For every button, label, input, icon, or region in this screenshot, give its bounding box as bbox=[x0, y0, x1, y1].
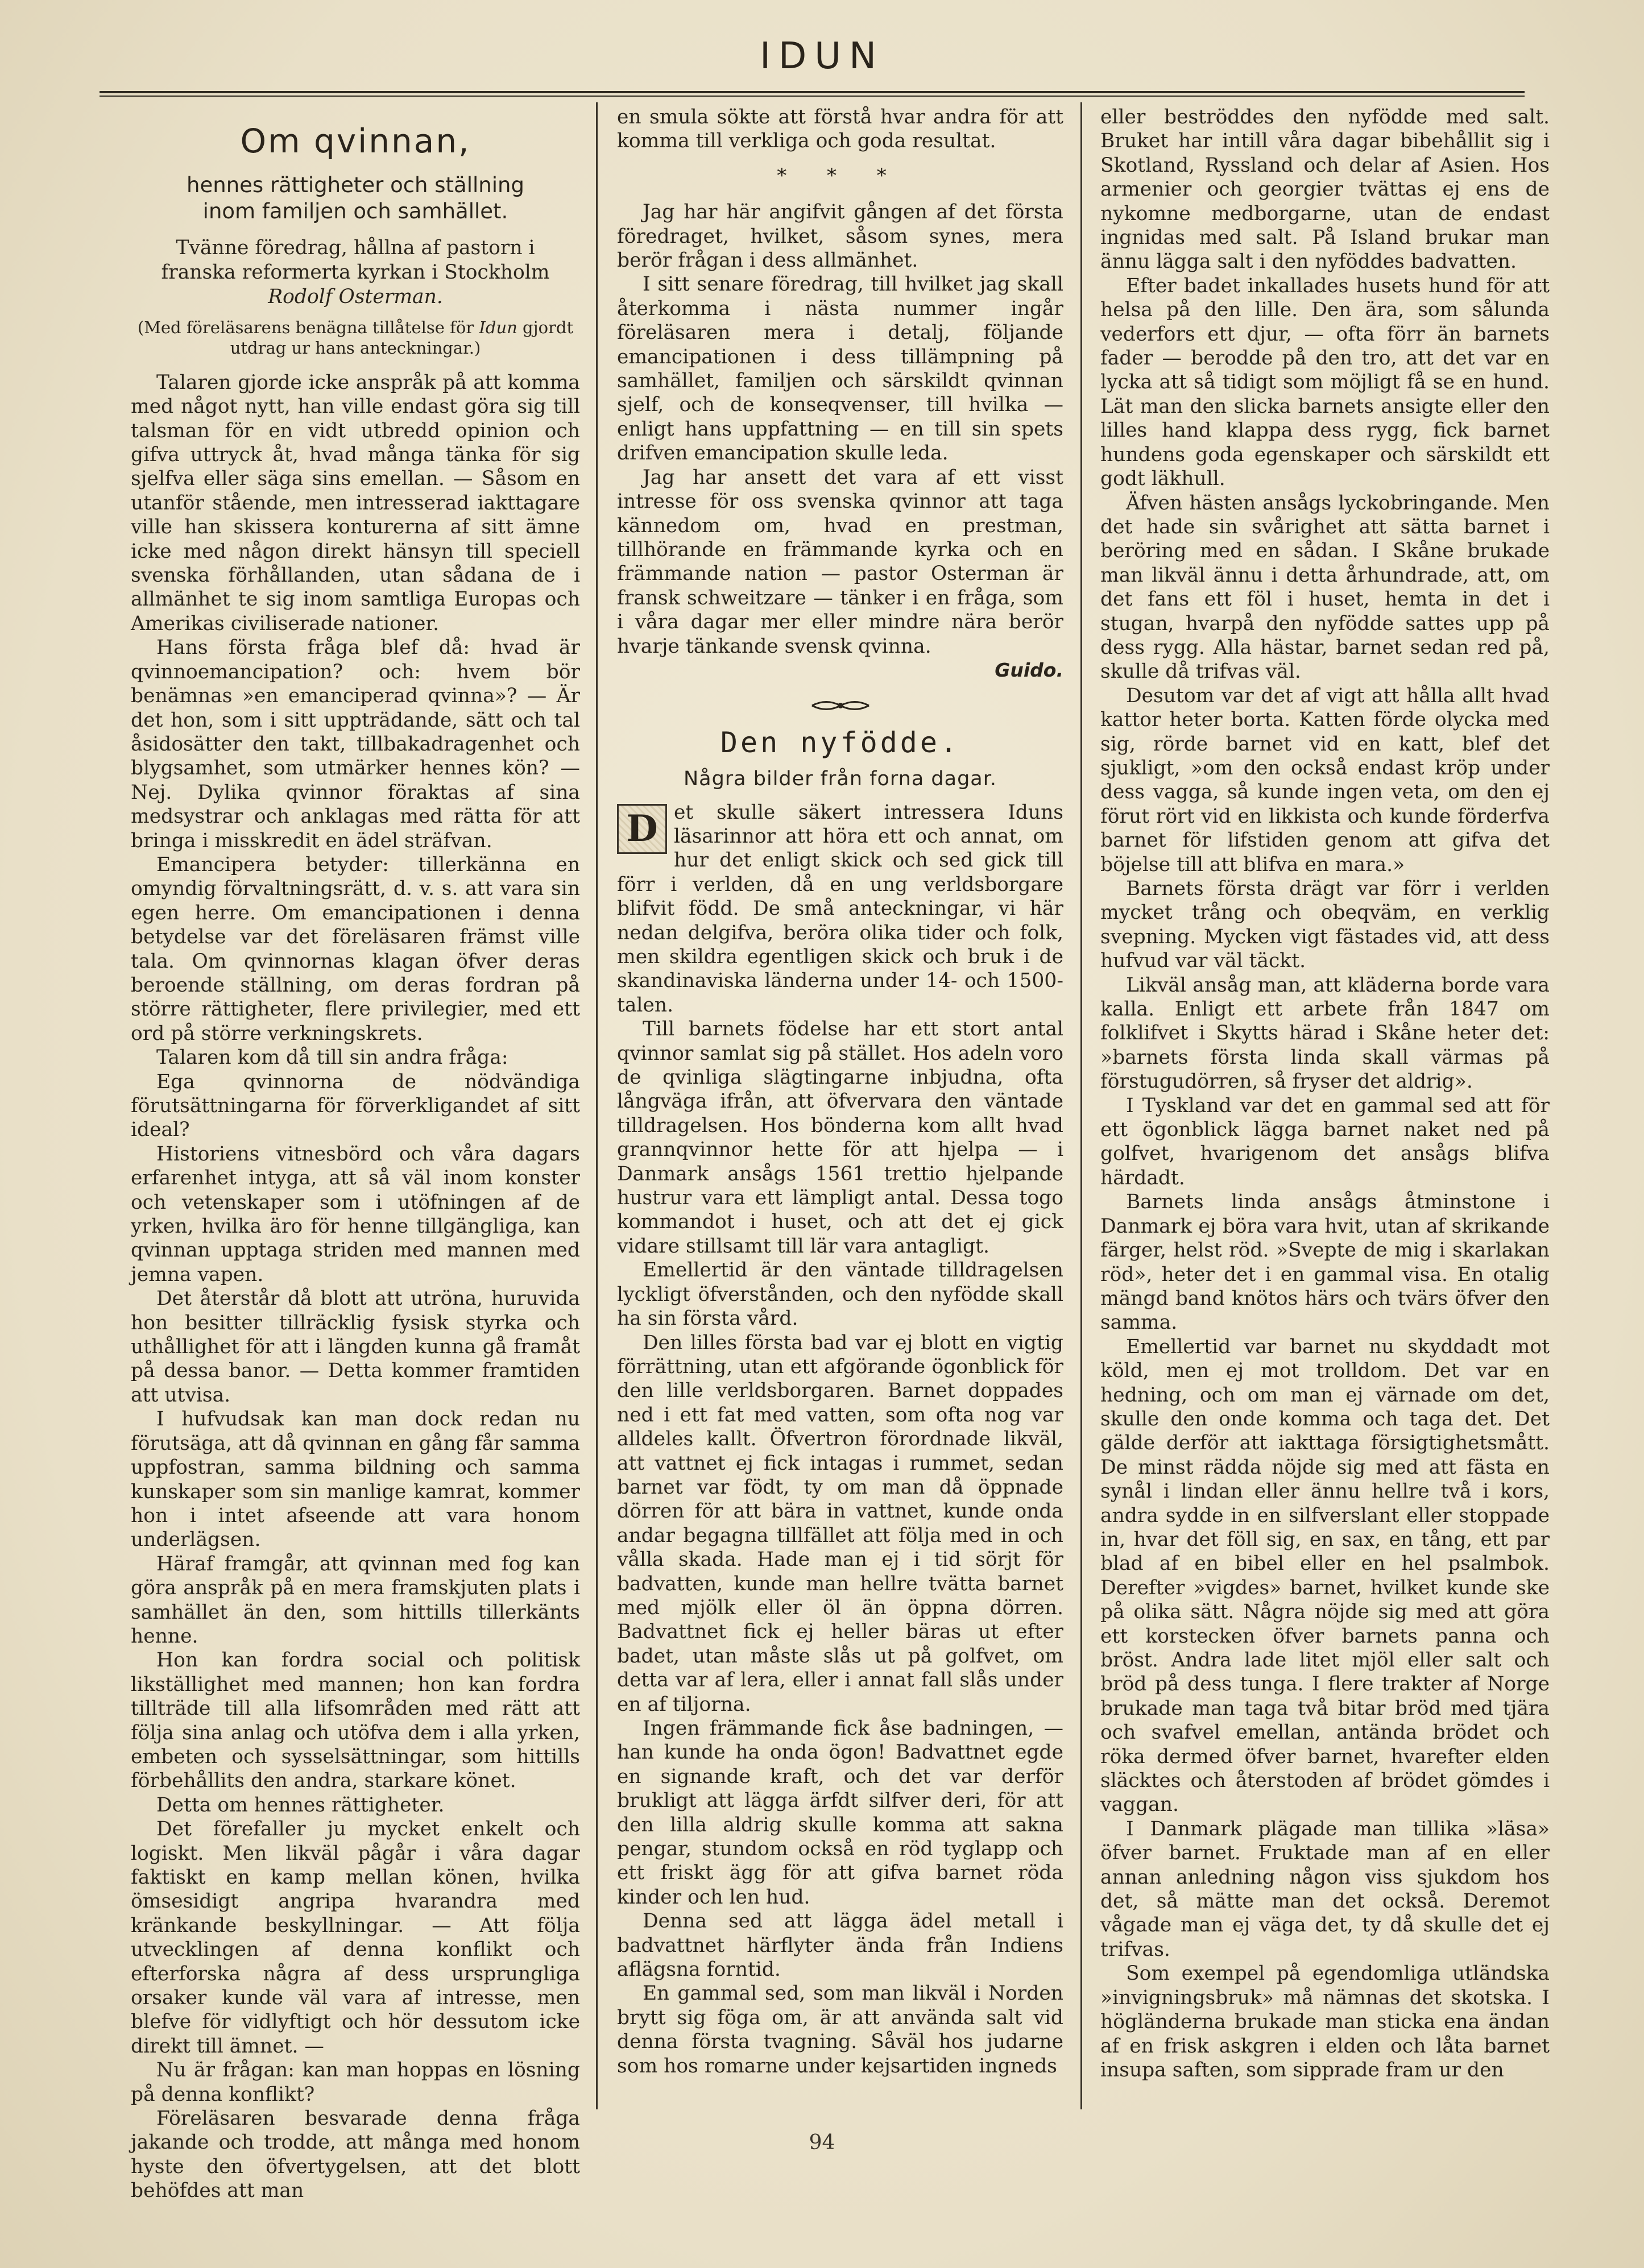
article1-title: Om qvinnan, bbox=[240, 122, 471, 160]
paragraph: I sitt senare föredrag, till hvilket jag skall återkomma i nästa nummer ingår föreläsaren mera i detalj, följande emancipationen i dess tillämpning på samhället, familjen och särskildt qvinnan sjelf, och de konseqvenser, till hvilka — enligt hans uppfattning — en till sin spets drifven emancipation skulle leda. bbox=[617, 273, 1063, 465]
paragraph: Som exempel på egendomliga utländska »invigningsbruk» må nämnas det skotska. I högländerna brukade man sticka ena ändan af en frisk askgren i elden och låta barnet insupa saften, som sipprade fram ur den bbox=[1100, 1962, 1550, 2082]
column-2 bbox=[617, 105, 1063, 2112]
paragraph: Historiens vitnesbörd och våra dagars erfarenhet intyga, att så väl inom konster och vetenskaper som i utöfningen af de yrken, hvilka äro för henne tillgängliga, kan qvinnan upptaga striden med mannen med jemna vapen. bbox=[131, 1142, 580, 1286]
article1-signature: Guido. bbox=[995, 658, 1063, 681]
paragraph: Barnets linda ansågs åtminstone i Danmark ej böra vara hvit, utan af skrikande färger, helst röd. »Svepte de mig i skarlakan röd», heter det i en gammal visa. En otalig mängd band knötos härs och tvärs öfver den samma. bbox=[1100, 1191, 1550, 1334]
paragraph: Efter badet inkallades husets hund för att helsa på den lille. Den ära, som sålunda vederfors ett djur, — ofta förr än barnets fader — berodde på den tro, att det var en lycka att så tidigt som möjligt få se en hund. Lät man den slicka barnets ansigte eller den lilles hand klappa dess rygg, fick barnet hundens goda egenskaper och särskildt ett godt läkhull. bbox=[1100, 274, 1550, 491]
first-paragraph-text: et skulle säkert intressera Iduns läsarinnor att höra ett och annat, om hur det enligt skick och sed gick till förr i verlden, då en ung verldsborgare blifvit född. De små anteckningar, vi här nedan delgifva, beröra olika tider och folk, men skildra egentligen skick och bruk i de skandinaviska länderna under 14- och 1500-talen. bbox=[617, 801, 1063, 1017]
note-pre: (Med föreläsarens benägna tillåtelse för bbox=[137, 317, 474, 337]
paragraph: Likväl ansåg man, att kläderna borde vara kalla. Enligt ett arbete från 1847 om folklifvet i Skytts härad i Skåne heter det: »barnets första linda skall värmas på förstugudörren, så fryser det aldrig». bbox=[1100, 973, 1550, 1093]
paragraph: I hufvudsak kan man dock redan nu förutsäga, att då qvinnan en gång får samma uppfostran, samma bildning och samma kunskaper som sin manlige kamrat, kommer hon i intet afseende att vara honom underlägsen. bbox=[131, 1408, 580, 1552]
paragraph: Häraf framgår, att qvinnan med fog kan göra anspråk på en mera framskjuten plats i samhället än den, som hittills tillerkänts henne. bbox=[131, 1552, 580, 1648]
paragraph: Talaren gjorde icke anspråk på att komma med något nytt, han ville endast göra sig till talsman för en vidt utbredd opinion och gifva uttryck åt, hvad många tänka för sig sjelfva eller säga sins emellan. — Såsom en utanför stående, men intresserad iakttagare ville han skissera konturerna af sitt ämne icke med någon direkt hänsyn till speciell svenska förhållanden, utan sådana de i allmänhet te sig inom samtliga Europas och Amerikas civiliserade nationer. bbox=[131, 371, 580, 635]
paragraph: Det återstår då blott att utröna, huruvida hon besitter tillräcklig fysisk styrka och uthållighet för att i längden kunna gå framåt på dessa banor. — Detta kommer framtiden att utvisa. bbox=[131, 1287, 580, 1407]
article2-title: Den nyfödde. bbox=[720, 725, 960, 759]
header-rule bbox=[100, 91, 1525, 97]
article2-subtitle: Några bilder från forna dagar. bbox=[683, 768, 997, 791]
paragraph: Hans första fråga blef då: hvad är qvinnoemancipation? och: hvem bör benämnas »en emanciperad qvinna»? — Är det hon, som i sitt uppträdande, sätt och tal åsidosätter den takt, tillbakadragenhet och blygsamhet, som utmärker hennes kön? — Nej. Dylika qvinnor föraktas af sina medsystrar och anklagas med rätta för att bringa i misskredit en ädel sträfvan. bbox=[131, 636, 580, 852]
ornament-divider bbox=[617, 696, 1063, 720]
paragraph: I Tyskland var det en gammal sed att för ett ögonblick lägga barnet naket ned på golfvet, hvarigenom det ansågs blifva härdadt. bbox=[1100, 1094, 1550, 1189]
paragraph: Emancipera betyder: tillerkänna en omyndig förvaltningsrätt, d. v. s. att vara sin egen herre. Om emancipationen i denna betydelse var det föreläsaren främst ville tala. Om qvinnornas klagan öfver deras beroende ställning, om deras fordran på större rättigheter, flere privilegier, med ett ord på större verkningskrets. bbox=[131, 853, 580, 1045]
signature-line bbox=[617, 658, 1063, 682]
paragraph: Nu är frågan: kan man hoppas en lösning på denna konflikt? bbox=[131, 2059, 580, 2106]
article1-subtitle: hennes rättigheter och ställning inom familjen och samhället. bbox=[187, 173, 524, 224]
paragraph: I Danmark plägade man tillika »läsa» öfver barnet. Fruktade man af en eller annan anledning någon viss sjukdom hos det, så mätte man det också. Deremot vågade man ej väga det, ty då skulle det ej trifvas. bbox=[1100, 1817, 1550, 1961]
article2-first-paragraph bbox=[617, 801, 1063, 1018]
paragraph: eller beströddes den nyfödde med salt. Bruket har intill våra dagar bibehållit sig i Skotland, Ryssland och delar af Asien. Hos armenier och georgier tvättas ej ens de nykomne medborgarne, utan de endast ingnidas med salt. På Island brukar man ännu lägga salt i den nyföddes badvatten. bbox=[1100, 106, 1550, 273]
paragraph: Äfven hästen ansågs lyckobringande. Men det hade sin svårighet att sätta barnet i beröring med en sådan. I Skåne brukade man likväl ännu i detta århundrade, att, om det fans ett föl i huset, hemta in det i stugan, hvarpå den nyfödde sattes upp på dess rygg. Alla hästar, barnet sedan red på, skulle då trifvas väl. bbox=[1100, 491, 1550, 683]
paragraph: Jag har ansett det vara af ett visst intresse för oss svenska qvinnor att taga kännedom om, hvad en prestman, tillhörande en främmande kyrka och en främmande nation — pastor Osterman är fransk schweitzare — tänker i en fråga, som i våra dagar mer eller mindre nära berör hvarje tänkande svensk qvinna. bbox=[617, 466, 1063, 658]
masthead: IDUN bbox=[760, 35, 884, 77]
column-rule-2 bbox=[1080, 102, 1082, 2109]
article1-editor-note bbox=[135, 317, 575, 358]
section-stars: * * * bbox=[777, 164, 904, 187]
paragraph: Denna sed att lägga ädel metall i badvattnet härflyter ända från Indiens aflägsna forntid. bbox=[617, 1910, 1063, 1981]
column-3 bbox=[1100, 105, 1550, 2112]
paragraph: Emellertid är den väntade tilldragelsen lyckligt öfverstånden, och den nyfödde skall ha sin första vård. bbox=[617, 1259, 1063, 1330]
paragraph: Emellertid var barnet nu skyddadt mot köld, men ej mot trolldom. Det var en hedning, och om man ej värnade om det, skulle den onde komma och taga det. Det gälde derför att iakttaga försigtighetsmått. De minst rädda nöjde sig med att fästa en synål i lindan eller ännu hellre två i kors, andra sydde in en silfverslant eller stoppade in, hvar det föll sig, en sax, en tång, ett par blad af en bibel eller en hel psalmbok. Derefter »vigdes» barnet, hvilket kunde ske på olika sätt. Några nöjde sig med att göra ett korstecken öfver barnets panna och bröst. Andra lade litet mjöl eller salt och bröd på dess tunga. I flere trakter af Norge brukade man taga två bitar bröd med tjära och svafvel emellan, antända brödet och röka dermed öfver barnet, hvarefter elden släcktes och återstoden af brödet gömdes i vaggan. bbox=[1100, 1335, 1550, 1817]
paragraph: Ingen främmande fick åse badningen, — han kunde ha onda ögon! Badvattnet egde en signande kraft, och det var derför brukligt att lägga ärfdt silfver deri, för att den lilla aldrig skulle komma att sakna pengar, stundom också en röd tyglapp och ett friskt ägg för att gifva barnet röda kinder och len hud. bbox=[617, 1717, 1063, 1909]
paragraph: Detta om hennes rättigheter. bbox=[156, 1793, 445, 1817]
note-magazine: Idun bbox=[479, 317, 517, 337]
paragraph: Talaren kom då till sin andra fråga: bbox=[156, 1046, 508, 1069]
article1-author: Rodolf Osterman. bbox=[268, 285, 443, 309]
paragraph: Hon kan fordra social och politisk likställighet med mannen; hon kan fordra tillträde till alla lifsområden med rätt att följa sina anlag och utöfva dem i alla yrken, embeten och sysselsättningar, som hittills förbehållits den andra, starkare könet. bbox=[131, 1649, 580, 1793]
paragraph: Det förefaller ju mycket enkelt och logiskt. Men likväl pågår i våra dagar faktiskt en kamp mellan könen, hvilka ömsesidigt angripa hvarandra med kränkande beskyllningar. — Att följa utvecklingen af denna konflikt och efterforska några af dess ursprungliga orsaker kunde väl vara af intresse, men blefve för vidlyftigt och hör dessutom icke direkt till ämnet. — bbox=[131, 1818, 580, 2058]
ornament-icon bbox=[809, 697, 872, 714]
article1-byline: Tvänne föredrag, hållna af pastorn i franska reformerta kyrkan i Stockholm bbox=[161, 237, 550, 284]
note-post: gjordt utdrag ur hans anteckningar.) bbox=[230, 317, 574, 358]
paragraph: Ega qvinnorna de nödvändiga förutsättningarna för förverkligandet af sitt ideal? bbox=[131, 1070, 580, 1142]
paragraph: Jag har här angifvit gången af det första föredraget, hvilket, såsom synes, mera berör frågan i dess allmänhet. bbox=[617, 201, 1063, 272]
paragraph: Föreläsaren besvarade denna fråga jakande och trodde, att många med honom hyste den öfvertygelsen, att det blott behöfdes att man bbox=[131, 2107, 580, 2203]
paragraph: En gammal sed, som man likväl i Norden brytt sig föga om, är att använda salt vid denna första tvagning. Såväl hos judarne som hos romarne under kejsartiden ingneds bbox=[617, 1982, 1063, 2078]
paragraph: en smula sökte att förstå hvar andra för att komma till verkliga och goda resultat. bbox=[617, 106, 1063, 153]
paragraph: Den lilles första bad var ej blott en vigtig förrättning, utan ett afgörande ögonblick för den lille verldsborgaren. Barnet doppades ned i ett fat med vatten, som ofta nog var alldeles kallt. Öfvertron förordnade likväl, att vattnet ej fick intagas i rummet, sedan barnet var födt, ty om man då öppnade dörren för att bära in vattnet, kunde onda andar begagna tillfället att följa med in och vålla skada. Hade man ej i tid sörjt för badvatten, kunde man hellre tvätta barnet med mjölk eller öl än öppna dörren. Badvattnet fick ej heller bäras ut efter badet, utan måste slås ut på golfvet, om detta var af lera, eller i annat fall slås under en af tiljorna. bbox=[617, 1331, 1063, 1716]
paragraph: Desutom var det af vigt att hålla allt hvad kattor heter borta. Katten förde olycka med sig, rörde barnet vid en katt, blef det sjukligt, »om den också endast kröp under dess vagga, så kunde ingen veta, om den ej förut rört vid en likkista och kunde förderfva barnet för lifstiden genom att gifva det böjelse till att blifva en mara.» bbox=[1100, 684, 1550, 876]
paragraph: Barnets första drägt var förr i verlden mycket trång och obeqväm, en verklig svepning. Mycken vigt fästades vid, att dess hufvud var väl täckt. bbox=[1100, 877, 1550, 973]
page-number: 94 bbox=[809, 2131, 835, 2154]
drop-cap: D bbox=[617, 804, 667, 854]
column-1 bbox=[131, 105, 580, 2203]
paragraph: Till barnets födelse har ett stort antal qvinnor samlat sig på stället. Hos adeln voro de qvinliga slägtingarne inbjudna, ofta långväga ifrån, att öfvervara den väntade tilldragelsen. Hos bönderna kom allt hvad grannqvinnor hette för att hjelpa — i Danmark ansågs 1561 trettio hjelpande hustrur vara ett lämpligt antal. Dessa togo kommandot i huset, och att det ej gick vidare stillsamt till lär vara antagligt. bbox=[617, 1018, 1063, 1258]
column-rule-1 bbox=[596, 102, 598, 2109]
